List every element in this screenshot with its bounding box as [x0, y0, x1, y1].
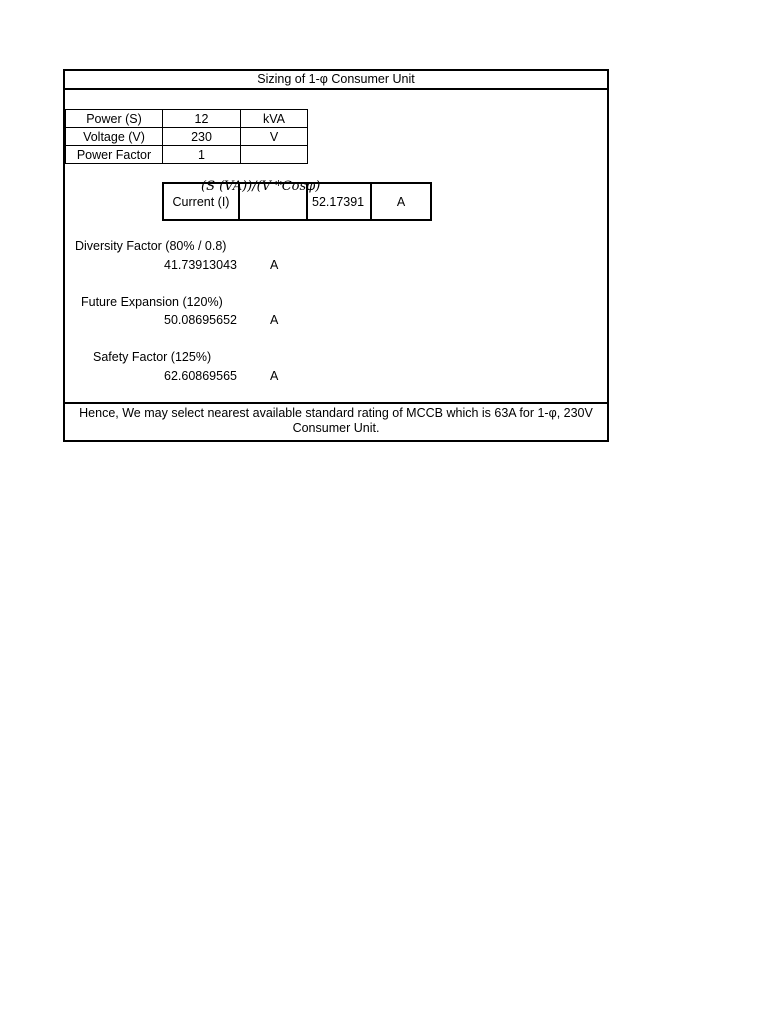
current-formula: (S (VA))/(V *Cosφ) — [201, 179, 321, 194]
table-row — [66, 146, 308, 164]
power-label: Power (S) — [66, 110, 163, 128]
current-unit: A — [371, 183, 431, 220]
calculation-sheet — [63, 69, 609, 442]
table-row — [66, 128, 308, 146]
safety-value: 62.60869565 — [164, 369, 237, 383]
diversity-value: 41.73913043 — [164, 258, 237, 272]
future-label: Future Expansion (120%) — [81, 295, 223, 309]
safety-unit: A — [270, 369, 279, 383]
diversity-label: Diversity Factor (80% / 0.8) — [75, 239, 227, 253]
safety-label: Safety Factor (125%) — [93, 350, 212, 364]
conclusion-line-2: Consumer Unit. — [292, 421, 380, 435]
sheet-title: Sizing of 1-φ Consumer Unit — [65, 71, 607, 90]
voltage-label: Voltage (V) — [66, 128, 163, 146]
future-value: 50.08695652 — [164, 313, 237, 327]
conclusion-line-1: Hence, We may select nearest available standard rating of MCCB which is 63A for 1-φ, 230V — [79, 406, 593, 420]
diversity-unit: A — [270, 258, 279, 272]
power-unit: kVA — [241, 110, 308, 128]
current-label: Current (I) — [163, 183, 239, 220]
future-unit: A — [270, 313, 279, 327]
conclusion — [65, 402, 607, 440]
voltage-unit: V — [241, 128, 308, 146]
current-value: 52.17391 — [307, 183, 371, 220]
power-factor-value: 1 — [163, 146, 241, 164]
power-value: 12 — [163, 110, 241, 128]
power-factor-unit — [241, 146, 308, 164]
input-table — [65, 109, 308, 164]
voltage-value: 230 — [163, 128, 241, 146]
power-factor-label: Power Factor — [66, 146, 163, 164]
table-row — [66, 110, 308, 128]
